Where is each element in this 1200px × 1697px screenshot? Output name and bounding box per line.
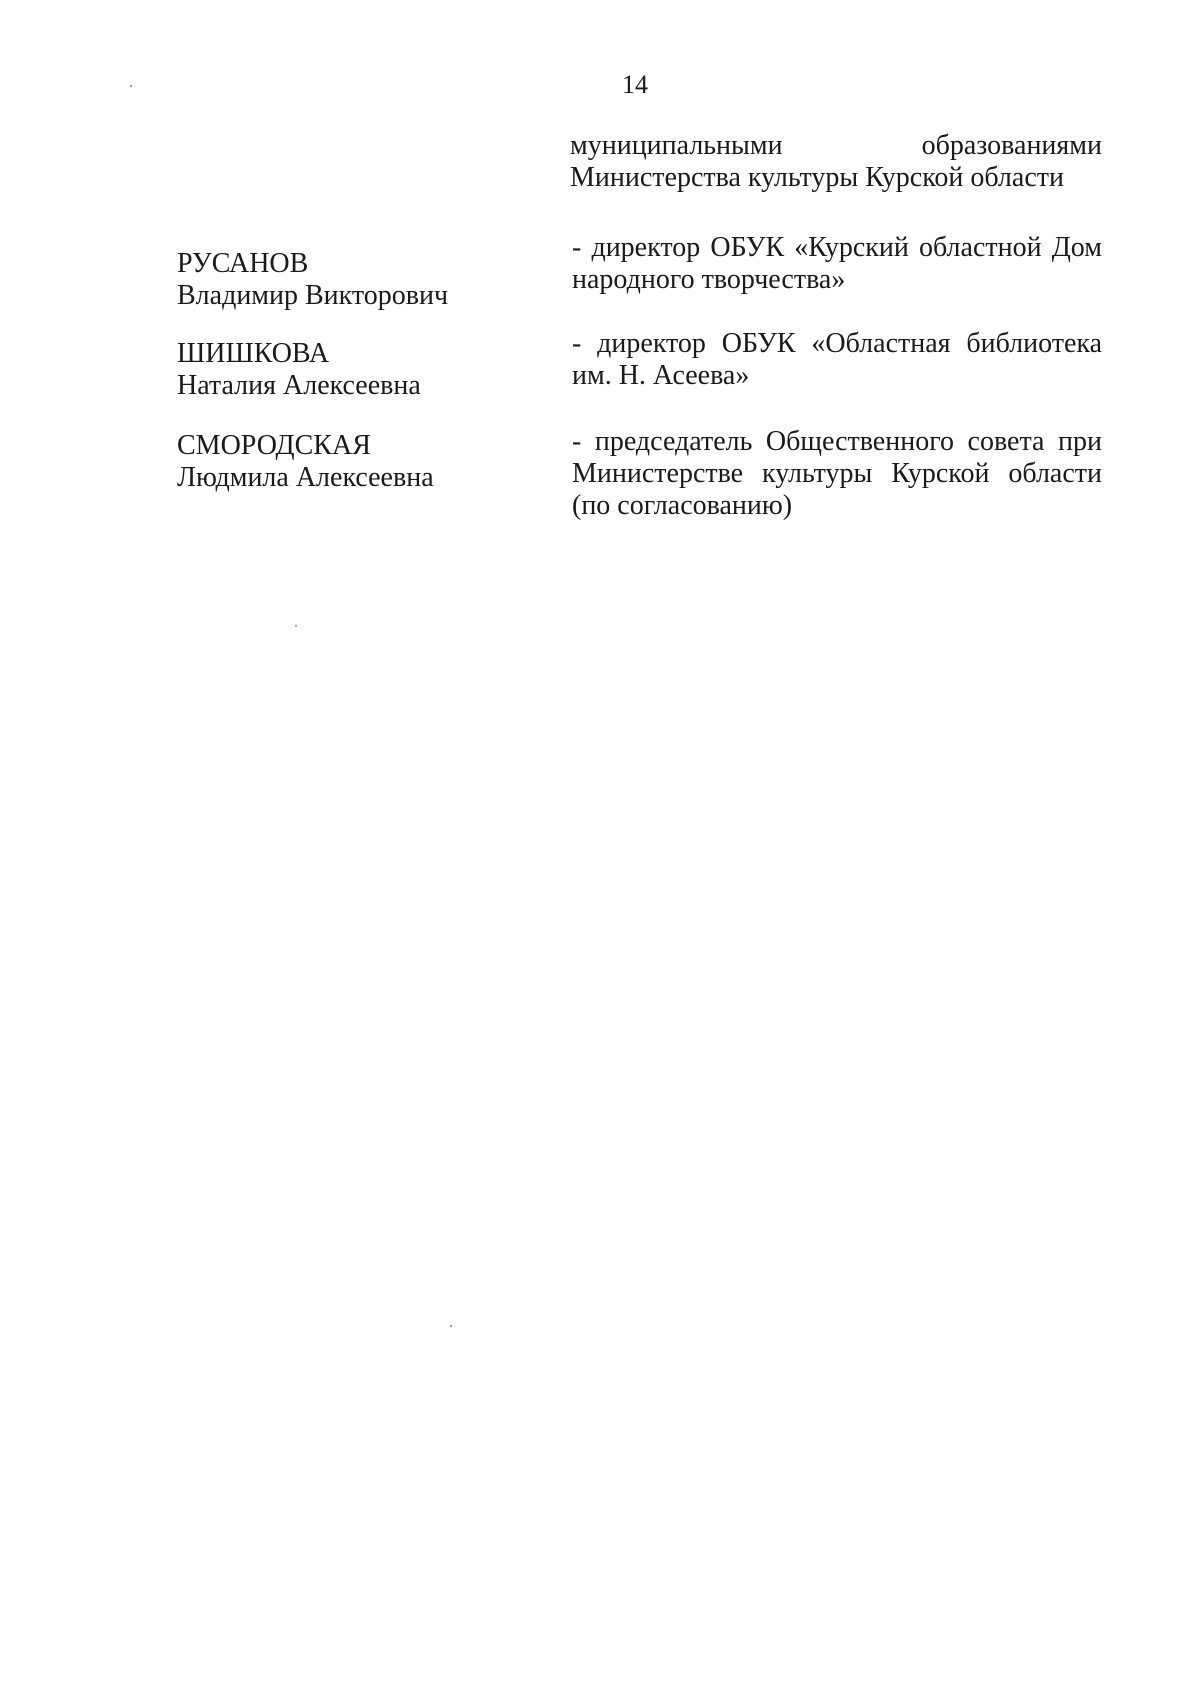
scan-speck <box>295 625 297 627</box>
member-surname: СМОРОДСКАЯ <box>177 430 371 461</box>
member-name <box>177 430 537 494</box>
member-given-names: Людмила Алексеевна <box>177 462 434 493</box>
continuation-word-right: образованиями <box>921 130 1102 161</box>
member-surname: РУСАНОВ <box>177 248 309 279</box>
member-role: - директор ОБУК «Курский областной Дом народного творчества» <box>572 232 1102 295</box>
scan-speck <box>130 85 132 87</box>
member-given-names: Наталия Алексеевна <box>177 370 421 401</box>
scan-speck <box>450 1325 452 1327</box>
member-name <box>177 338 537 402</box>
page-number: 14 <box>622 70 648 99</box>
continuation-line-2: Министерства культуры Курской области <box>570 162 1064 193</box>
role-continuation <box>570 130 1102 194</box>
continuation-line-1 <box>570 130 1102 162</box>
member-role: - председатель Общественного совета при Министерстве культуры Курской области (по согласованию) <box>572 426 1102 521</box>
member-given-names: Владимир Викторович <box>177 280 449 311</box>
continuation-word-left: муниципальными <box>570 130 783 161</box>
member-role: - директор ОБУК «Областная библиотека им. Н. Асеева» <box>572 328 1102 391</box>
member-name <box>177 248 537 312</box>
member-surname: ШИШКОВА <box>177 338 330 369</box>
